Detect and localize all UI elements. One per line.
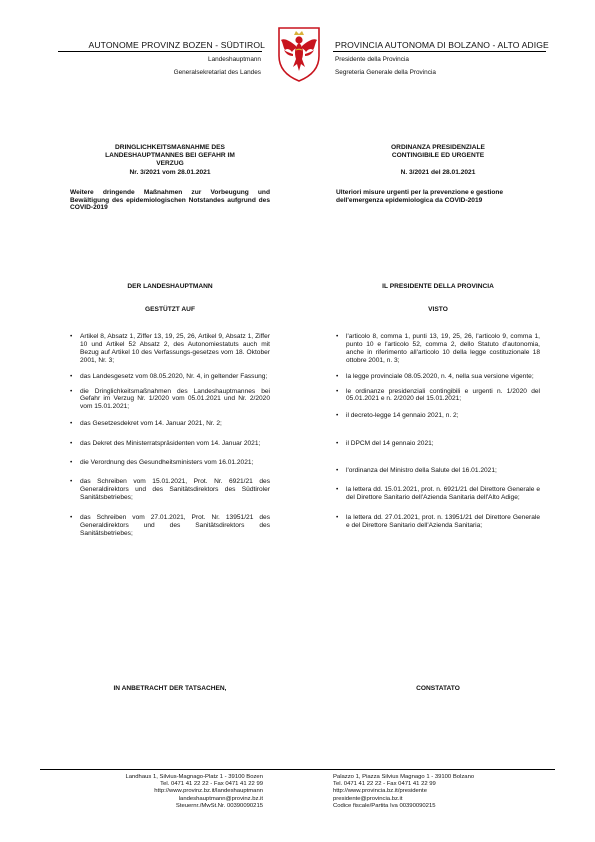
left-basis: GESTÜTZT AUF	[145, 306, 195, 313]
bullet-icon: •	[70, 513, 73, 521]
list-item	[70, 373, 270, 381]
list-item-text: la lettera dd. 27.01.2021, prot. n. 13951/21 del Direttore Generale e del Direttore Sanitario dell'Azienda Sanitaria;	[346, 513, 540, 529]
bullet-icon: •	[70, 477, 73, 485]
bullet-icon: •	[70, 372, 73, 380]
bullet-icon: •	[70, 387, 73, 395]
list-item	[70, 388, 270, 412]
footer-rule	[40, 769, 555, 770]
list-item	[70, 420, 270, 428]
list-item-text: il decreto-legge 14 gennaio 2021, n. 2;	[346, 412, 459, 420]
right-title	[336, 144, 540, 177]
list-item	[336, 412, 540, 420]
footer-left-website-link[interactable]: http://www.provinz.bz.it/landeshauptmann	[154, 788, 263, 795]
left-legal-basis	[70, 333, 270, 545]
header-right-sub1: Presidente della Provincia	[335, 56, 409, 63]
list-item-text: la lettera dd. 15.01.2021, prot. n. 6921/21 del Direttore Generale e del Direttore Sanitario dell'Azienda Sanitaria dell'Alto Adige;	[346, 486, 540, 501]
header-left-rule	[58, 51, 262, 52]
bullet-icon: •	[336, 467, 339, 475]
right-title-line-2: CONTINGIBILE ED URGENTE	[391, 151, 485, 159]
footer-left	[60, 774, 263, 810]
bullet-icon: •	[70, 459, 73, 467]
right-authority: IL PRESIDENTE DELLA PROVINCIA	[382, 283, 494, 290]
footer-right-phone: Tel. 0471 41 22 22 - Fax 0471 41 22 99	[333, 781, 436, 788]
bullet-icon: •	[70, 333, 73, 340]
left-title-line-4: Nr. 3/2021 vom 28.01.2021	[129, 168, 211, 176]
left-subject: Weitere dringende Maßnahmen zur Vorbeugung und Bewältigung des epidemiologischen Notstandes aufgrund des COVID-2019	[70, 188, 270, 212]
bullet-icon: •	[336, 387, 339, 395]
footer-left-address: Landhaus 1, Silvius-Magnago-Platz 1 - 39100 Bozen	[125, 774, 263, 780]
right-column	[336, 144, 540, 204]
left-authority: DER LANDESHAUPTMANN	[127, 283, 213, 290]
footer-right-website-link[interactable]: http://www.provincia.bz.it/presidente	[333, 788, 427, 795]
header-left-sub1: Landeshauptmann	[208, 56, 261, 63]
right-subject: Ulteriori misure urgenti per la prevenzione e gestione dell'emergenza epidemiologica da COVID-2019	[336, 188, 504, 204]
list-item-text: die Dringlichkeitsmaßnahmen des Landeshauptmannes bei Gefahr im Verzug Nr. 1/2020 vom 05.01.2021 und Nr. 2/2020 vom 15.01.2021;	[80, 387, 270, 411]
header-left-title: AUTONOME PROVINZ BOZEN - SÜDTIROL	[88, 40, 265, 50]
footer-right-address: Palazzo 1, Piazza Silvius Magnago 1 - 39100 Bolzano	[333, 774, 475, 780]
header-right-sub2: Segreteria Generale della Provincia	[335, 69, 436, 76]
right-title-line-4: N. 3/2021 del 28.01.2021	[400, 168, 476, 176]
list-item	[336, 486, 540, 502]
header-left-sub2: Generalsekretariat des Landes	[173, 69, 261, 76]
footer-right-email-link[interactable]: presidente@provincia.bz.it	[333, 795, 403, 802]
bullet-icon: •	[70, 440, 73, 448]
list-item-text: il DPCM del 14 gennaio 2021;	[346, 440, 434, 448]
list-item-text: das Landesgesetz vom 08.05.2020, Nr. 4, in geltender Fassung;	[80, 372, 268, 380]
bullet-icon: •	[336, 372, 339, 380]
left-title-line-2: LANDESHAUPTMANNES BEI GEFAHR IM	[105, 151, 235, 159]
list-item-text: Artikel 8, Absatz 1, Ziffer 13, 19, 25, 26, Artikel 9, Absatz 1, Ziffer 10 und Artikel 52 Absatz 2, des Autonomiestatuts auch mit Bezug auf Artikel 10 des Verfassungs-gesetzes vom 18. Oktober 2001, Nr. 3;	[80, 333, 270, 364]
list-item-text: l'ordinanza del Ministro della Salute del 16.01.2021;	[346, 467, 497, 475]
bullet-icon: •	[336, 412, 339, 420]
bullet-icon: •	[70, 420, 73, 428]
list-item	[336, 333, 540, 365]
list-item-text: das Schreiben vom 27.01.2021, Prot. Nr. 13951/21 des Generaldirektors und des Sanitätsdirektors des Sanitätsbetriebes;	[80, 513, 270, 537]
list-item-text: die Verordnung des Gesundheitsministers vom 16.01.2021;	[80, 459, 254, 467]
list-item	[70, 333, 270, 365]
list-item-text: le ordinanze presidenziali contingibili e urgenti n. 1/2020 del 05.01.2021 e n. 2/2020 del 15.01.2021;	[346, 387, 540, 403]
list-item-text: la legge provinciale 08.05.2020, n. 4, nella sua versione vigente;	[346, 372, 534, 380]
bullet-icon: •	[336, 333, 339, 340]
list-item	[70, 440, 270, 448]
list-item-text: das Dekret des Ministerratspräsidenten vom 14. Januar 2021;	[80, 440, 261, 448]
right-title-line-1: ORDINANZA PRESIDENZIALE	[391, 144, 485, 151]
header-right-rule	[333, 51, 546, 52]
list-item	[70, 478, 270, 502]
left-column	[70, 144, 270, 212]
list-item	[336, 388, 540, 404]
left-title-line-3: VERZUG	[156, 159, 184, 167]
right-finding: CONSTATATO	[416, 685, 460, 692]
header-right-title: PROVINCIA AUTONOMA DI BOLZANO - ALTO ADIGE	[335, 40, 549, 50]
bullet-icon: •	[336, 486, 339, 494]
footer-right-tax-id: Codice fiscale/Partita Iva 00390090215	[333, 802, 436, 809]
list-item-text: das Gesetzesdekret vom 14. Januar 2021, Nr. 2;	[80, 420, 222, 428]
list-item-text: l'articolo 8, comma 1, punti 13, 19, 25, 26, l'articolo 9, comma 1, punto 10 e l'articolo 52, comma 2, dello Statuto d'autonomia, anche in riferimento all'articolo 10 della legge costituzionale 18 ottobre 2001, n. 3;	[346, 333, 540, 364]
right-legal-basis	[336, 333, 540, 537]
list-item	[336, 373, 540, 381]
footer-left-email-link[interactable]: landeshauptmann@provinz.bz.it	[178, 795, 263, 802]
footer-left-tax-id: Steuernr./MwSt.Nr. 00390090215	[175, 802, 263, 809]
left-title	[70, 144, 270, 177]
footer-left-phone: Tel. 0471 41 22 22 - Fax 0471 41 22 99	[160, 781, 263, 788]
list-item	[336, 514, 540, 530]
right-title-line-3	[336, 160, 540, 168]
list-item	[336, 467, 540, 475]
list-item-text: das Schreiben vom 15.01.2021, Prot. Nr. 6921/21 des Generaldirektors und des Sanitätsdirektors des Südtiroler Sanitätsbetriebes;	[80, 477, 270, 501]
left-finding: IN ANBETRACHT DER TATSACHEN,	[113, 685, 227, 692]
list-item	[70, 459, 270, 467]
footer-right	[333, 774, 543, 810]
left-title-line-1: DRINGLICHKEITSMAßNAHME DES	[115, 144, 225, 151]
bullet-icon: •	[336, 440, 339, 448]
coat-of-arms-logo	[275, 26, 323, 82]
list-item	[70, 514, 270, 538]
right-basis: VISTO	[428, 306, 448, 313]
list-item	[336, 440, 540, 448]
bullet-icon: •	[336, 513, 339, 521]
